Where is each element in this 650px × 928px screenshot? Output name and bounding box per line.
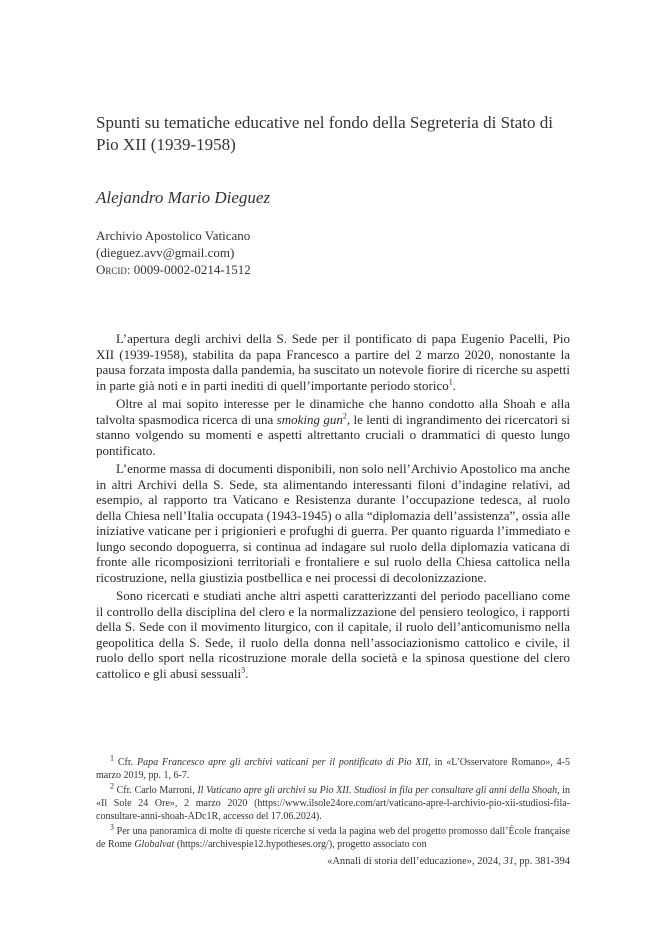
citation-a: «Annali di storia dell’educazione», 2024,	[327, 856, 504, 867]
paragraph-4	[96, 588, 570, 681]
footnote-2-mark: 2	[110, 781, 114, 791]
footnote-1-italic: Papa Francesco apre gli archivi vaticani per il pontificato di Pio XII	[137, 757, 429, 768]
paragraph-3: L’enorme massa di documenti disponibili, non solo nell’Archivio Apostolico ma anche in altri Archivi della S. Sede, sta alimentando interessanti filoni d’indagine relativi, ad esempio, al rapporto tra Vaticano e Resistenza durante l’occupazione tedesca, al ruolo della Chiesa nell’Italia occupata (1943-1945) o alla “diplomazia dell’assistenza”, ossia alle iniziative vaticane per i prigionieri e profughi di guerra. Per quanto riguarda l’immediato e lungo secondo dopoguerra, si continua ad indagare sul ruolo della diplomazia vaticana di fronte alle ricomposizioni territoriali e frontaliere e sul ruolo della Chiesa cattolica nella ricostruzione, nella giustizia postbellica e nei processi di decolonizzazione.	[96, 461, 570, 585]
footnote-3-b: (https://archivespie12.hypotheses.org/), progetto associato con	[174, 839, 427, 850]
footnote-1-a: Cfr.	[114, 757, 138, 768]
paragraph-1	[96, 331, 570, 393]
footnote-1-mark: 1	[110, 753, 114, 763]
footnote-ref-3: 3	[241, 665, 246, 675]
footnote-3-mark: 3	[110, 822, 114, 832]
institution: Archivio Apostolico Vaticano	[96, 228, 251, 243]
paragraph-2-text-b: , le lenti di ingrandimento dei ricercatori si stanno volgendo su momenti e aspetti altrettanto cruciali o drammatici di questo lungo pontificato.	[96, 411, 570, 458]
paragraph-1-text: L’apertura degli archivi della S. Sede per il pontificato di papa Eugenio Pacelli, Pio XII (1939-1958), stabilita da papa Francesco a partire del 2 marzo 2020, nonostante la pausa forzata imposta dalla pandemia, ha suscitato un notevole fiorire di ricerche su aspetti in parte già noti e in parti inediti di quell’importante periodo storico	[96, 331, 570, 393]
footnote-3-a: Per una panoramica di molte di queste ricerche si veda la pagina web del progetto promosso dall’École française de Rome	[96, 826, 570, 850]
journal-citation-footer	[327, 856, 570, 867]
paragraph-1-end: .	[452, 377, 456, 393]
orcid-label: Orcid	[96, 262, 127, 277]
footnote-1-b: , in «L’Osservatore Romano», 4-5 marzo 2019, pp. 1, 6-7.	[96, 757, 571, 781]
footnote-1	[96, 753, 571, 782]
footnote-ref-1: 1	[448, 377, 453, 387]
footnote-2-italic: Il Vaticano apre gli archivi su Pio XII. Studiosi in fila per consultare gli anni della Shoah	[197, 785, 558, 796]
footnote-ref-2: 2	[342, 411, 347, 421]
author-name: Alejandro Mario Dieguez	[96, 188, 271, 207]
author-email: (dieguez.avv@gmail.com)	[96, 245, 235, 260]
orcid-line	[96, 261, 251, 278]
footnote-2-a: Cfr. Carlo Marroni,	[114, 785, 198, 796]
footnotes	[96, 753, 571, 853]
paragraph-4-text: Sono ricercati e studiati anche altri aspetti caratterizzanti del periodo pacelliano come il controllo della disciplina del clero e la normalizzazione del pensiero teologico, i rapporti della S. Sede con il movimento liturgico, con il capitale, il ruolo dell’anticomunismo nella geopolitica della S. Sede, il ruolo della donna nell’associazionismo cattolico e civile, il ruolo dello sport nella ricostruzione morale della società e la spinosa questione del clero cattolico e gli abusi sessuali	[96, 588, 570, 681]
article-body	[96, 331, 570, 684]
citation-volume: 31	[503, 856, 514, 867]
footnote-2-b: , in «Il Sole 24 Ore», 2 marzo 2020 (https://www.ilsole24ore.com/art/vaticano-apre-l-archivio-pio-xii-studiosi-fila-consultare-anni-shoah-ADc1R, accesso del 17.06.2024).	[96, 785, 571, 822]
article-title: Spunti su tematiche educative nel fondo della Segreteria di Stato di Pio XII (1939-1958)	[96, 113, 553, 154]
paragraph-4-end: .	[245, 665, 249, 681]
author-affiliation	[96, 227, 251, 278]
footnote-3	[96, 822, 570, 851]
footnote-3-italic: Globalvat	[134, 839, 175, 850]
paragraph-2-text-a: Oltre al mai sopito interesse per le dinamiche che hanno condotto alla Shoah e alla talvolta spasmodica ricerca di una	[96, 396, 570, 427]
paragraph-2	[96, 396, 570, 458]
orcid-value: : 0009-0002-0214-1512	[126, 262, 251, 277]
citation-b: , pp. 381-394	[514, 856, 570, 867]
paragraph-2-italic: smoking gun	[276, 411, 343, 427]
footnote-2	[96, 781, 571, 823]
